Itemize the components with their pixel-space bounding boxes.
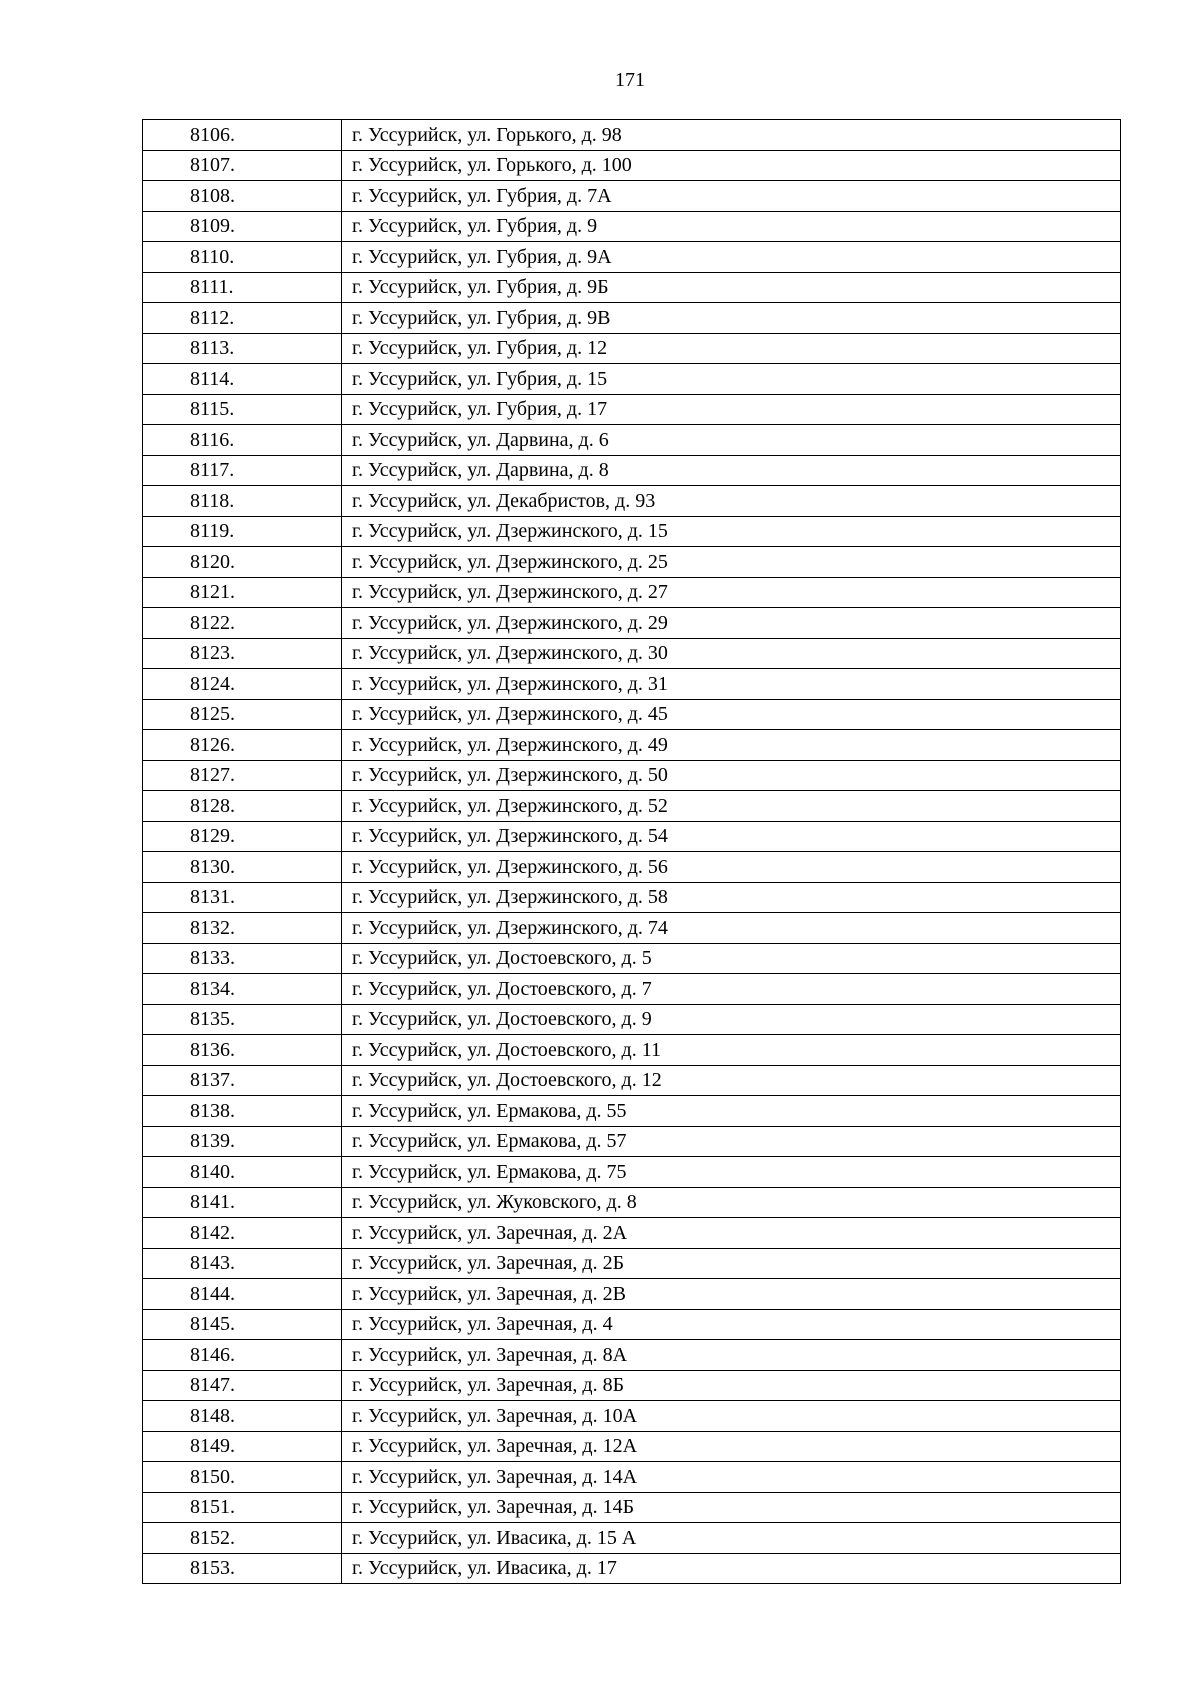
- row-number-cell: 8147.: [143, 1370, 342, 1401]
- table-row: [143, 1157, 1121, 1188]
- table-row: [143, 547, 1121, 578]
- row-number-cell: 8114.: [143, 364, 342, 395]
- table-row: [143, 1218, 1121, 1249]
- row-number-cell: 8130.: [143, 852, 342, 883]
- row-number-cell: 8125.: [143, 699, 342, 730]
- address-cell: г. Уссурийск, ул. Дзержинского, д. 58: [342, 882, 1121, 913]
- row-number-cell: 8136.: [143, 1035, 342, 1066]
- table-row: [143, 1370, 1121, 1401]
- address-cell: г. Уссурийск, ул. Заречная, д. 8А: [342, 1340, 1121, 1371]
- address-cell: г. Уссурийск, ул. Дзержинского, д. 15: [342, 516, 1121, 547]
- address-cell: г. Уссурийск, ул. Заречная, д. 14А: [342, 1462, 1121, 1493]
- row-number-cell: 8119.: [143, 516, 342, 547]
- row-number-cell: 8139.: [143, 1126, 342, 1157]
- table-row: [143, 242, 1121, 273]
- address-cell: г. Уссурийск, ул. Заречная, д. 12А: [342, 1431, 1121, 1462]
- table-row: [143, 1004, 1121, 1035]
- address-cell: г. Уссурийск, ул. Дзержинского, д. 25: [342, 547, 1121, 578]
- address-cell: г. Уссурийск, ул. Заречная, д. 4: [342, 1309, 1121, 1340]
- address-cell: г. Уссурийск, ул. Дзержинского, д. 45: [342, 699, 1121, 730]
- table-row: [143, 1492, 1121, 1523]
- row-number-cell: 8153.: [143, 1553, 342, 1584]
- address-cell: г. Уссурийск, ул. Достоевского, д. 7: [342, 974, 1121, 1005]
- table-row: [143, 730, 1121, 761]
- row-number-cell: 8140.: [143, 1157, 342, 1188]
- row-number-cell: 8122.: [143, 608, 342, 639]
- row-number-cell: 8131.: [143, 882, 342, 913]
- row-number-cell: 8113.: [143, 333, 342, 364]
- table-row: [143, 1401, 1121, 1432]
- row-number-cell: 8111.: [143, 272, 342, 303]
- page-number: 171: [615, 69, 645, 91]
- table-row: [143, 333, 1121, 364]
- address-cell: г. Уссурийск, ул. Губрия, д. 17: [342, 394, 1121, 425]
- table-row: [143, 852, 1121, 883]
- row-number-cell: 8129.: [143, 821, 342, 852]
- address-cell: г. Уссурийск, ул. Заречная, д. 10А: [342, 1401, 1121, 1432]
- table-row: [143, 1553, 1121, 1584]
- address-cell: г. Уссурийск, ул. Заречная, д. 2А: [342, 1218, 1121, 1249]
- address-cell: г. Уссурийск, ул. Ермакова, д. 55: [342, 1096, 1121, 1127]
- row-number-cell: 8143.: [143, 1248, 342, 1279]
- row-number-cell: 8133.: [143, 943, 342, 974]
- address-cell: г. Уссурийск, ул. Дзержинского, д. 56: [342, 852, 1121, 883]
- table-row: [143, 1340, 1121, 1371]
- row-number-cell: 8118.: [143, 486, 342, 517]
- table-row: [143, 913, 1121, 944]
- table-row: [143, 1309, 1121, 1340]
- row-number-cell: 8148.: [143, 1401, 342, 1432]
- row-number-cell: 8120.: [143, 547, 342, 578]
- address-cell: г. Уссурийск, ул. Дзержинского, д. 49: [342, 730, 1121, 761]
- row-number-cell: 8106.: [143, 120, 342, 151]
- table-row: [143, 821, 1121, 852]
- table-row: [143, 394, 1121, 425]
- table-row: [143, 1462, 1121, 1493]
- table-row: [143, 272, 1121, 303]
- row-number-cell: 8151.: [143, 1492, 342, 1523]
- table-row: [143, 760, 1121, 791]
- address-cell: г. Уссурийск, ул. Губрия, д. 9В: [342, 303, 1121, 334]
- address-cell: г. Уссурийск, ул. Губрия, д. 15: [342, 364, 1121, 395]
- row-number-cell: 8108.: [143, 181, 342, 212]
- address-cell: г. Уссурийск, ул. Жуковского, д. 8: [342, 1187, 1121, 1218]
- row-number-cell: 8123.: [143, 638, 342, 669]
- table-row: [143, 1523, 1121, 1554]
- address-cell: г. Уссурийск, ул. Дзержинского, д. 30: [342, 638, 1121, 669]
- table-row: [143, 425, 1121, 456]
- table-row: [143, 882, 1121, 913]
- row-number-cell: 8134.: [143, 974, 342, 1005]
- address-cell: г. Уссурийск, ул. Дзержинского, д. 74: [342, 913, 1121, 944]
- table-row: [143, 1096, 1121, 1127]
- address-cell: г. Уссурийск, ул. Дзержинского, д. 54: [342, 821, 1121, 852]
- address-cell: г. Уссурийск, ул. Ивасика, д. 17: [342, 1553, 1121, 1584]
- address-cell: г. Уссурийск, ул. Декабристов, д. 93: [342, 486, 1121, 517]
- table-row: [143, 699, 1121, 730]
- row-number-cell: 8112.: [143, 303, 342, 334]
- row-number-cell: 8124.: [143, 669, 342, 700]
- address-cell: г. Уссурийск, ул. Ивасика, д. 15 А: [342, 1523, 1121, 1554]
- table-row: [143, 791, 1121, 822]
- address-table: [142, 119, 1121, 1584]
- row-number-cell: 8115.: [143, 394, 342, 425]
- table-row: [143, 486, 1121, 517]
- row-number-cell: 8141.: [143, 1187, 342, 1218]
- row-number-cell: 8117.: [143, 455, 342, 486]
- address-cell: г. Уссурийск, ул. Достоевского, д. 11: [342, 1035, 1121, 1066]
- table-row: [143, 1431, 1121, 1462]
- address-cell: г. Уссурийск, ул. Достоевского, д. 5: [342, 943, 1121, 974]
- row-number-cell: 8152.: [143, 1523, 342, 1554]
- row-number-cell: 8144.: [143, 1279, 342, 1310]
- table-row: [143, 943, 1121, 974]
- address-cell: г. Уссурийск, ул. Губрия, д. 9: [342, 211, 1121, 242]
- address-cell: г. Уссурийск, ул. Губрия, д. 7А: [342, 181, 1121, 212]
- address-cell: г. Уссурийск, ул. Дзержинского, д. 52: [342, 791, 1121, 822]
- address-cell: г. Уссурийск, ул. Губрия, д. 12: [342, 333, 1121, 364]
- table-row: [143, 1279, 1121, 1310]
- row-number-cell: 8135.: [143, 1004, 342, 1035]
- address-cell: г. Уссурийск, ул. Губрия, д. 9А: [342, 242, 1121, 273]
- row-number-cell: 8121.: [143, 577, 342, 608]
- row-number-cell: 8107.: [143, 150, 342, 181]
- table-row: [143, 455, 1121, 486]
- address-cell: г. Уссурийск, ул. Заречная, д. 14Б: [342, 1492, 1121, 1523]
- address-cell: г. Уссурийск, ул. Дарвина, д. 8: [342, 455, 1121, 486]
- row-number-cell: 8128.: [143, 791, 342, 822]
- table-row: [143, 120, 1121, 151]
- row-number-cell: 8146.: [143, 1340, 342, 1371]
- row-number-cell: 8138.: [143, 1096, 342, 1127]
- row-number-cell: 8116.: [143, 425, 342, 456]
- address-cell: г. Уссурийск, ул. Ермакова, д. 57: [342, 1126, 1121, 1157]
- address-cell: г. Уссурийск, ул. Дзержинского, д. 31: [342, 669, 1121, 700]
- table-row: [143, 181, 1121, 212]
- table-row: [143, 150, 1121, 181]
- table-row: [143, 1187, 1121, 1218]
- address-cell: г. Уссурийск, ул. Достоевского, д. 9: [342, 1004, 1121, 1035]
- row-number-cell: 8126.: [143, 730, 342, 761]
- address-cell: г. Уссурийск, ул. Заречная, д. 2В: [342, 1279, 1121, 1310]
- address-cell: г. Уссурийск, ул. Горького, д. 98: [342, 120, 1121, 151]
- address-cell: г. Уссурийск, ул. Дарвина, д. 6: [342, 425, 1121, 456]
- row-number-cell: 8109.: [143, 211, 342, 242]
- row-number-cell: 8137.: [143, 1065, 342, 1096]
- table-row: [143, 577, 1121, 608]
- address-cell: г. Уссурийск, ул. Достоевского, д. 12: [342, 1065, 1121, 1096]
- table-row: [143, 1248, 1121, 1279]
- row-number-cell: 8132.: [143, 913, 342, 944]
- table-row: [143, 638, 1121, 669]
- table-row: [143, 364, 1121, 395]
- address-cell: г. Уссурийск, ул. Дзержинского, д. 29: [342, 608, 1121, 639]
- table-row: [143, 608, 1121, 639]
- row-number-cell: 8110.: [143, 242, 342, 273]
- row-number-cell: 8150.: [143, 1462, 342, 1493]
- table-row: [143, 1126, 1121, 1157]
- table-row: [143, 974, 1121, 1005]
- address-table-body: [143, 120, 1121, 1584]
- address-cell: г. Уссурийск, ул. Дзержинского, д. 50: [342, 760, 1121, 791]
- table-row: [143, 303, 1121, 334]
- row-number-cell: 8142.: [143, 1218, 342, 1249]
- row-number-cell: 8149.: [143, 1431, 342, 1462]
- row-number-cell: 8145.: [143, 1309, 342, 1340]
- table-row: [143, 1035, 1121, 1066]
- address-cell: г. Уссурийск, ул. Горького, д. 100: [342, 150, 1121, 181]
- address-cell: г. Уссурийск, ул. Дзержинского, д. 27: [342, 577, 1121, 608]
- table-row: [143, 1065, 1121, 1096]
- table-row: [143, 516, 1121, 547]
- row-number-cell: 8127.: [143, 760, 342, 791]
- address-cell: г. Уссурийск, ул. Губрия, д. 9Б: [342, 272, 1121, 303]
- address-cell: г. Уссурийск, ул. Заречная, д. 8Б: [342, 1370, 1121, 1401]
- address-cell: г. Уссурийск, ул. Ермакова, д. 75: [342, 1157, 1121, 1188]
- table-row: [143, 669, 1121, 700]
- address-cell: г. Уссурийск, ул. Заречная, д. 2Б: [342, 1248, 1121, 1279]
- table-row: [143, 211, 1121, 242]
